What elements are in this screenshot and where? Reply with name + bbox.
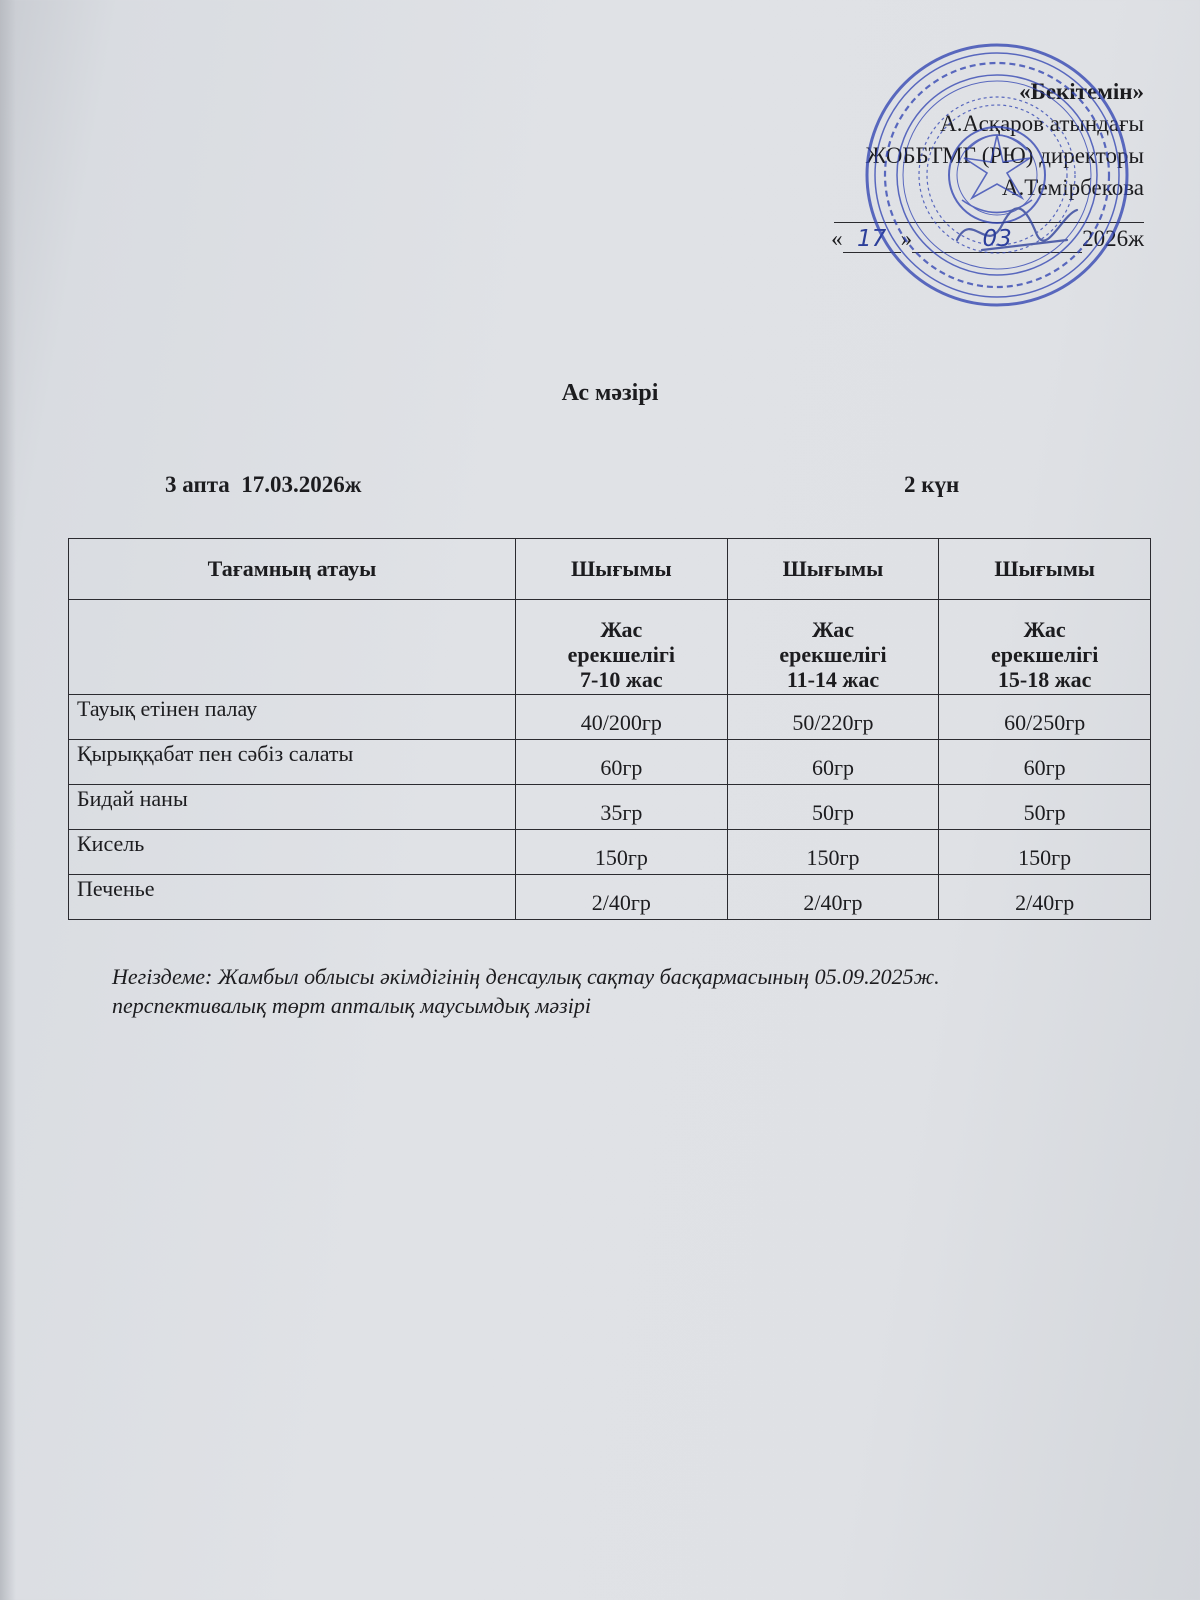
portion-value: 50/220гр <box>727 695 939 740</box>
date-day: 17 <box>843 226 901 253</box>
menu-table <box>68 538 1151 920</box>
header-dish-name: Тағамның атауы <box>69 539 516 600</box>
table-row <box>69 740 1151 785</box>
subheader-line: Жас <box>1023 617 1066 642</box>
approval-line-school: А.Асқаров атындағы <box>940 111 1144 136</box>
subheader-age-11-14 <box>727 600 939 695</box>
table-header-row <box>69 539 1151 600</box>
subheader-line: 7-10 жас <box>580 667 663 692</box>
date-month: 03 <box>912 226 1082 253</box>
header-portion-2: Шығымы <box>727 539 939 600</box>
portion-value: 150гр <box>727 830 939 875</box>
subheader-empty <box>69 600 516 695</box>
dish-name: Бидай наны <box>69 785 516 830</box>
subheader-line: ерекшелігі <box>567 642 675 667</box>
header-portion-1: Шығымы <box>516 539 728 600</box>
portion-value: 150гр <box>516 830 728 875</box>
portion-value: 150гр <box>939 830 1151 875</box>
portion-value: 50гр <box>727 785 939 830</box>
portion-value: 60гр <box>516 740 728 785</box>
table-subheader-row <box>69 600 1151 695</box>
paper-edge-shadow <box>0 0 16 1600</box>
subheader-line: ерекшелігі <box>990 642 1099 667</box>
subheader-line: 11-14 жас <box>786 667 880 692</box>
date-year: 2026ж <box>1082 226 1144 251</box>
portion-value: 60гр <box>939 740 1151 785</box>
basis-note: Негіздеме: Жамбыл облысы әкімдігінің денсаулық сақтау басқармасының 05.09.2025ж. перспективалық төрт апталық маусымдық мәзірі <box>112 964 940 1018</box>
subheader-age-15-18 <box>939 600 1151 695</box>
signature-icon <box>957 208 1077 250</box>
date-open-quote: « <box>831 226 843 251</box>
header-portion-3: Шығымы <box>939 539 1151 600</box>
subheader-line: ерекшелігі <box>779 642 887 667</box>
approval-director-name: А.Темірбекова <box>1001 175 1144 200</box>
table-row <box>69 875 1151 920</box>
date-close-quote: » <box>900 226 913 251</box>
stamp-icon <box>862 40 1132 310</box>
table-row <box>69 830 1151 875</box>
subheader-line: Жас <box>811 617 854 642</box>
dish-name: Тауық етінен палау <box>69 695 516 740</box>
document-title: Ас мәзірі <box>561 380 659 406</box>
portion-value: 35гр <box>516 785 728 830</box>
dish-name: Печенье <box>69 875 516 920</box>
table-row <box>69 785 1151 830</box>
portion-value: 60/250гр <box>939 695 1151 740</box>
table-row <box>69 695 1151 740</box>
portion-value: 2/40гр <box>516 875 728 920</box>
subheader-line: 15-18 жас <box>997 667 1092 692</box>
subheader-line: Жас <box>600 617 643 642</box>
week-date: 3 апта 17.03.2026ж <box>165 472 362 497</box>
portion-value: 50гр <box>939 785 1151 830</box>
portion-value: 40/200гр <box>516 695 728 740</box>
dish-name: Кисель <box>69 830 516 875</box>
approval-line-position: ЖОББТМГ (РЮ) директоры <box>865 143 1144 168</box>
portion-value: 60гр <box>727 740 939 785</box>
portion-value: 2/40гр <box>939 875 1151 920</box>
dish-name: Қырыққабат пен сәбіз салаты <box>69 740 516 785</box>
approval-title: «Бекітемін» <box>1019 79 1144 104</box>
day-number: 2 күн <box>904 472 960 497</box>
portion-value: 2/40гр <box>727 875 939 920</box>
subheader-age-7-10 <box>516 600 728 695</box>
